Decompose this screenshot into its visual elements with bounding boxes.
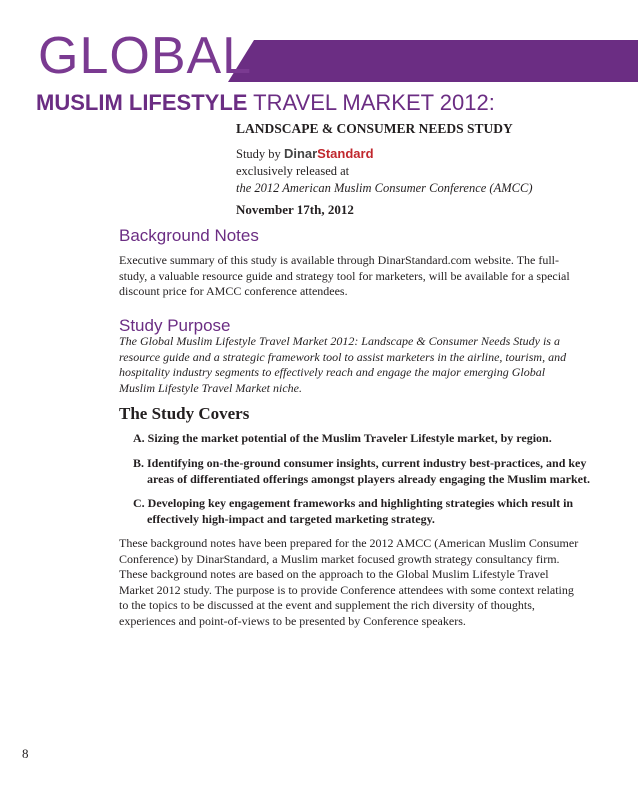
purpose-heading: Study Purpose [119, 316, 231, 335]
background-heading: Background Notes [119, 226, 259, 245]
header-banner [228, 40, 638, 82]
background-text: Executive summary of this study is available through DinarStandard.com website. The full-study, a valuable resource guide and strategy tool for marketers, will be available for a special discount price for AMCC conference attendees. [119, 253, 570, 298]
purpose-text: The Global Muslim Lifestyle Travel Market 2012: Landscape & Consumer Needs Study is a resource guide and a strategic framework tool to assist marketers in the airline, tourism, and hospitality industry segments to effectively reach and engage the major emerging Global Muslim Lifestyle Travel Market niche. [119, 334, 567, 395]
released-text: exclusively released at [236, 164, 350, 178]
brand-logo-dinar: Dinar [283, 146, 318, 161]
cover-item-b: B. Identifying on-the-ground consumer insights, current industry best-practices, and key areas of differentiated offerings amongst players already engaging the Muslim market. [133, 456, 590, 486]
study-by-line [236, 146, 374, 162]
conference-name: the 2012 American Muslim Consumer Conference (AMCC) [236, 181, 533, 195]
closing-text: These background notes have been prepared for the 2012 AMCC (American Muslim Consumer Conference) by DinarStandard, a Muslim market focused growth strategy consultancy firm. These background notes are based on the approach to the Global Muslim Lifestyle Travel Market 2012 study. The purpose is to provide Conference attendees with some context relating to the topics to be discussed at the event and supplement the rich diversity of thoughts, experiences and point-of-views to be presented by Conference speakers. [119, 536, 579, 628]
study-by-prefix: Study by [236, 147, 284, 161]
title-travel-market: TRAVEL MARKET 2012: [247, 90, 495, 115]
brand-logo-standard: Standard [317, 146, 374, 161]
title-line-2 [36, 90, 495, 116]
cover-item-a: A. Sizing the market potential of the Muslim Traveler Lifestyle market, by region. [133, 431, 552, 445]
release-date: November 17th, 2012 [236, 202, 354, 217]
page-subtitle: LANDSCAPE & CONSUMER NEEDS STUDY [236, 121, 513, 136]
covers-heading: The Study Covers [119, 404, 250, 423]
page-number: 8 [22, 746, 29, 761]
title-global: GLOBAL [38, 27, 253, 85]
cover-item-c: C. Developing key engagement frameworks and highlighting strategies which result in effectively high-impact and targeted marketing strategy. [133, 496, 574, 526]
title-muslim-lifestyle: MUSLIM LIFESTYLE [36, 90, 248, 115]
